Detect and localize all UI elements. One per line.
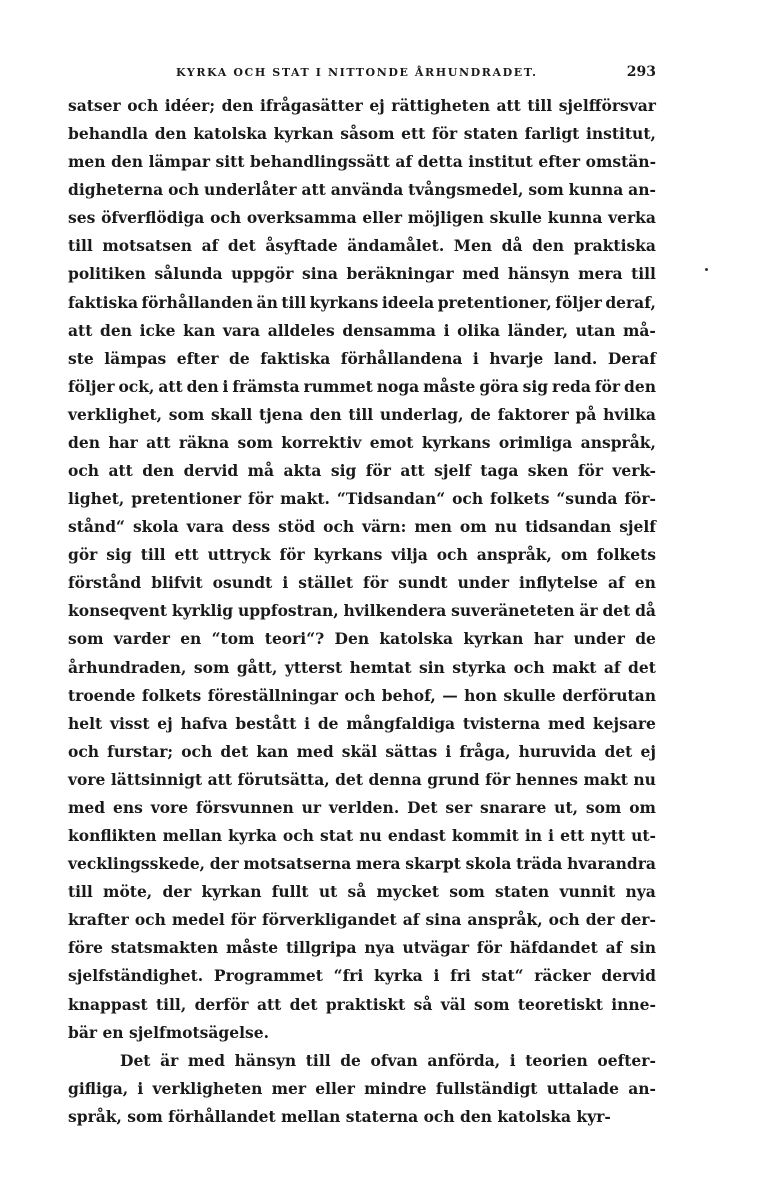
text-line: den har att räkna som korrektiv emot kyrkans orimliga anspråk, — [68, 432, 656, 452]
text-line: men den lämpar sitt behandlingssätt af detta institut efter omstän- — [68, 152, 656, 172]
text-line: faktiska förhållanden än till kyrkans ideela pretentioner, följer deraf, — [68, 292, 656, 312]
running-title: KYRKA OCH STAT I NITTONDE ÅRHUNDRADET. — [176, 66, 538, 79]
text-line: ste lämpas efter de faktiska förhållandena i hvarje land. Deraf — [68, 348, 656, 368]
text-line: följer ock, att den i främsta rummet noga måste göra sig reda för den — [68, 376, 656, 396]
text-line: digheterna och underlåter att använda tvångsmedel, som kunna an- — [68, 180, 656, 200]
text-line: och furstar; och det kan med skäl sättas i fråga, huruvida det ej — [68, 741, 656, 761]
text-line: satser och idéer; den ifrågasätter ej rättigheten att till sjelfförsvar — [68, 96, 656, 115]
text-line: före statsmakten måste tillgripa nya utvägar för häfdandet af sin — [68, 938, 656, 958]
text-line: med ens vore försvunnen ur verlden. Det ser snarare ut, som om — [68, 797, 656, 817]
text-line: förstånd blifvit osundt i stället för sundt under inflytelse af en — [68, 573, 656, 593]
body-text — [68, 92, 656, 1131]
text-line: Det är med hänsyn till de ofvan anförda, i teorien oefter- — [120, 1050, 656, 1070]
text-line: till möte, der kyrkan fullt ut så mycket som staten vunnit nya — [68, 882, 656, 902]
text-line: att den icke kan vara alldeles densamma i olika länder, utan må- — [68, 320, 656, 340]
text-line: troende folkets föreställningar och behof, — hon skulle derförutan — [68, 685, 656, 705]
text-line: stånd“ skola vara dess stöd och värn: men om nu tidsandan sjelf — [68, 517, 656, 537]
text-line: knappast till, derför att det praktiskt så väl som teoretiskt inne- — [68, 994, 656, 1014]
text-line: bär en sjelfmotsägelse. — [68, 1022, 269, 1042]
text-line: språk, som förhållandet mellan staterna och den katolska kyr- — [68, 1106, 611, 1126]
text-line: som varder en “tom teori“? Den katolska kyrkan har under de — [68, 629, 656, 649]
text-line: krafter och medel för förverkligandet af sina anspråk, och der der- — [68, 910, 656, 930]
text-line: politiken sålunda uppgör sina beräkningar med hänsyn mera till — [68, 264, 656, 284]
text-line: gör sig till ett uttryck för kyrkans vilja och anspråk, om folkets — [68, 545, 656, 565]
text-line: lighet, pretentioner för makt. “Tidsandan“ och folkets “sunda för- — [68, 489, 656, 509]
text-line: vecklingsskede, der motsatserna mera skarpt skola träda hvarandra — [68, 854, 656, 874]
text-line: konflikten mellan kyrka och stat nu endast kommit in i ett nytt ut- — [68, 826, 656, 846]
text-line: gifliga, i verkligheten mer eller mindre fullständigt uttalade an- — [68, 1078, 656, 1098]
text-line: och att den dervid må akta sig för att sjelf taga sken för verk- — [68, 461, 656, 481]
text-line: verklighet, som skall tjena den till underlag, de faktorer på hvilka — [68, 404, 656, 424]
text-line: behandla den katolska kyrkan såsom ett för staten farligt institut, — [68, 124, 656, 144]
text-line: århundraden, som gått, ytterst hemtat sin styrka och makt af det — [68, 657, 656, 677]
page-header — [68, 66, 656, 86]
margin-mark — [705, 268, 708, 271]
page-number: 293 — [626, 64, 656, 80]
text-line: konseqvent kyrklig uppfostran, hvilkendera suveräneteten är det då — [68, 601, 656, 621]
text-line: vore lättsinnigt att förutsätta, det denna grund för hennes makt nu — [68, 769, 656, 789]
text-line: ses öfverflödiga och overksamma eller möjligen skulle kunna verka — [68, 208, 656, 228]
text-line: helt visst ej hafva bestått i de mångfaldiga tvisterna med kejsare — [68, 713, 656, 733]
text-line: till motsatsen af det åsyftade ändamålet. Men då den praktiska — [68, 236, 656, 256]
text-line: sjelfständighet. Programmet “fri kyrka i fri stat“ räcker dervid — [68, 966, 656, 986]
